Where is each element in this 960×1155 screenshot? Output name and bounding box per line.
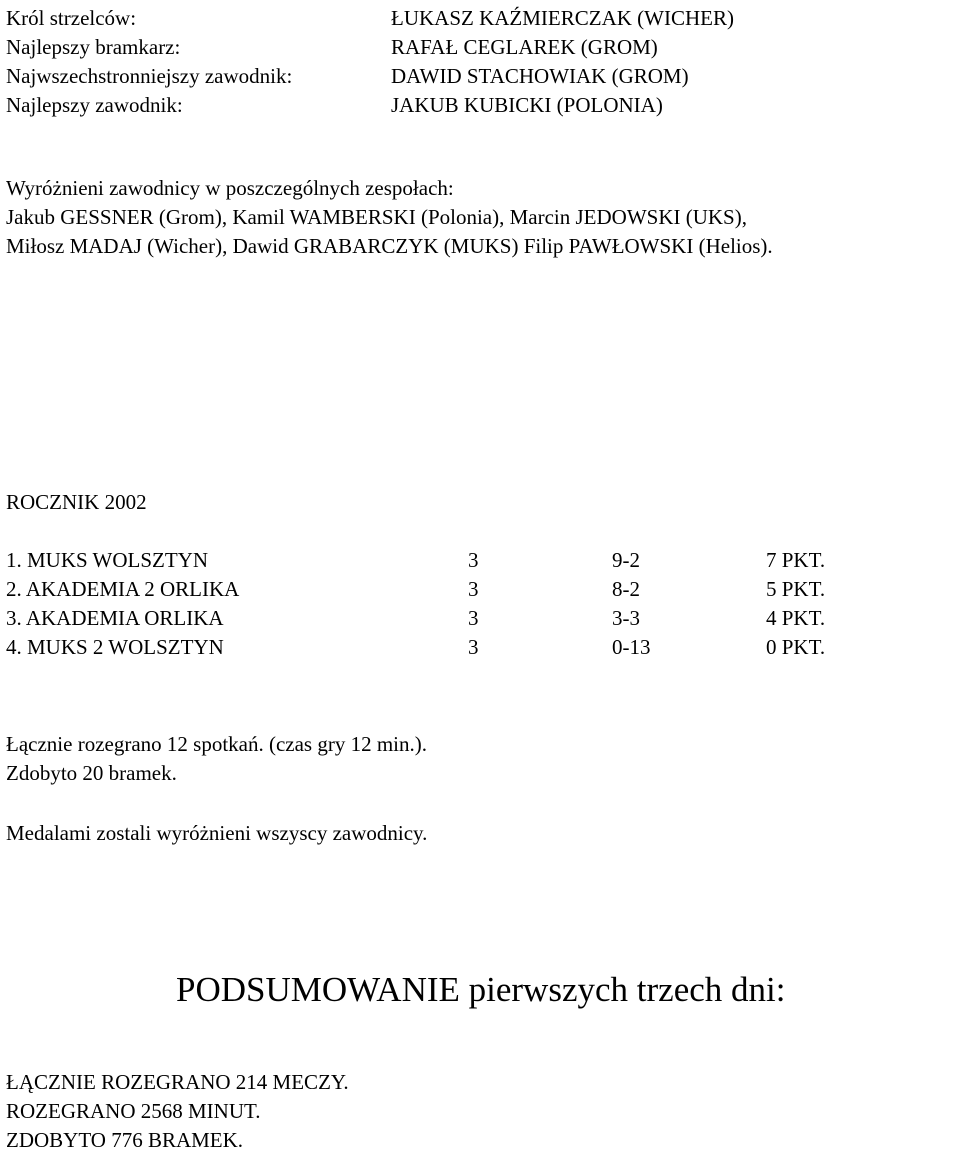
award-row (6, 91, 956, 120)
table-row (6, 546, 825, 575)
games-count: 3 (468, 548, 479, 572)
document-page (6, 4, 956, 1152)
points: 5 PKT. (766, 577, 826, 601)
total-minutes-text: ROZEGRANO 2568 MINUT. (6, 1099, 261, 1123)
team-name: 2. AKADEMIA 2 ORLIKA (6, 577, 240, 601)
award-label: Najlepszy bramkarz: (6, 35, 181, 59)
award-row (6, 4, 956, 33)
total-matches-text: ŁĄCZNIE ROZEGRANO 214 MECZY. (6, 1070, 349, 1094)
points: 4 PKT. (766, 606, 826, 630)
table-row (6, 575, 825, 604)
award-label: Najlepszy zawodnik: (6, 93, 183, 117)
team-name: 4. MUKS 2 WOLSZTYN (6, 635, 224, 659)
distinguished-players (6, 174, 773, 261)
goal-balance: 9-2 (612, 548, 640, 572)
table-row (6, 633, 825, 662)
games-count: 3 (468, 635, 479, 659)
goal-balance: 8-2 (612, 577, 640, 601)
goal-balance: 3-3 (612, 606, 640, 630)
award-value: ŁUKASZ KAŹMIERCZAK (WICHER) (391, 6, 734, 30)
totals-summary (6, 1068, 349, 1155)
section-title-rocznik: ROCZNIK 2002 (6, 490, 147, 514)
games-count: 3 (468, 606, 479, 630)
award-row (6, 62, 956, 91)
award-value: RAFAŁ CEGLAREK (GROM) (391, 35, 658, 59)
goal-balance: 0-13 (612, 635, 651, 659)
award-row (6, 33, 956, 62)
awards-list (6, 4, 956, 120)
games-count: 3 (468, 577, 479, 601)
points: 7 PKT. (766, 548, 826, 572)
match-summary (6, 730, 427, 788)
distinguished-heading: Wyróżnieni zawodnicy w poszczególnych zespołach: (6, 176, 454, 200)
goals-scored-text: Zdobyto 20 bramek. (6, 761, 177, 785)
medals-text: Medalami zostali wyróżnieni wszyscy zawodnicy. (6, 821, 428, 845)
summary-heading: PODSUMOWANIE pierwszych trzech dni: (176, 970, 786, 1009)
award-label: Najwszechstronniejszy zawodnik: (6, 64, 293, 88)
team-name: 3. AKADEMIA ORLIKA (6, 606, 224, 630)
distinguished-line: Miłosz MADAJ (Wicher), Dawid GRABARCZYK (MUKS) Filip PAWŁOWSKI (Helios). (6, 234, 773, 258)
award-value: JAKUB KUBICKI (POLONIA) (391, 93, 663, 117)
matches-played-text: Łącznie rozegrano 12 spotkań. (czas gry 12 min.). (6, 732, 428, 756)
table-row (6, 604, 825, 633)
award-value: DAWID STACHOWIAK (GROM) (391, 64, 689, 88)
team-name: 1. MUKS WOLSZTYN (6, 548, 209, 572)
total-goals-text: ZDOBYTO 776 BRAMEK. (6, 1128, 244, 1152)
distinguished-line: Jakub GESSNER (Grom), Kamil WAMBERSKI (Polonia), Marcin JEDOWSKI (UKS), (6, 205, 747, 229)
standings-table (6, 546, 825, 662)
points: 0 PKT. (766, 635, 826, 659)
award-label: Król strzelców: (6, 6, 137, 30)
